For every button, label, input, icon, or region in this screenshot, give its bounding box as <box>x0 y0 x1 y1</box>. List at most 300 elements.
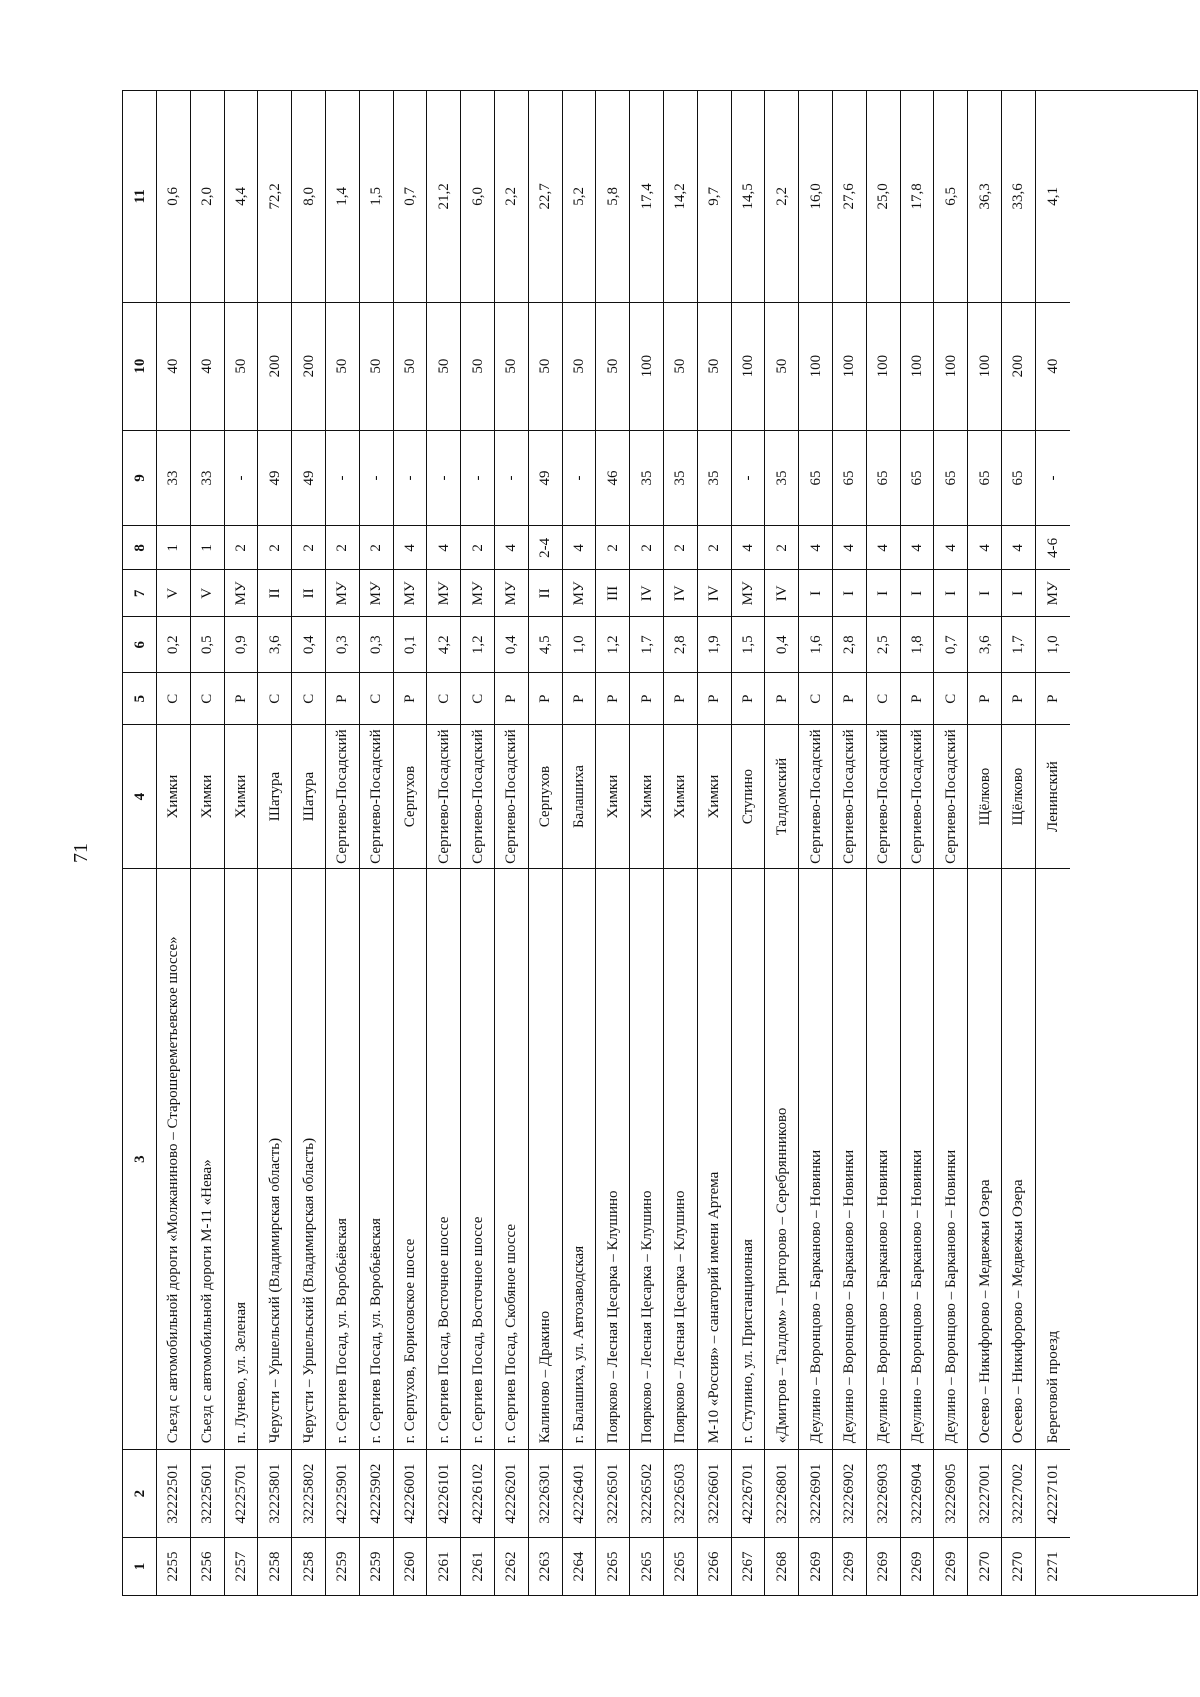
cell-row-number: 2265 <box>596 1537 629 1595</box>
cell-col-8: 2 <box>225 525 258 569</box>
cell-row-number: 2265 <box>664 1537 697 1595</box>
cell-col-9: 35 <box>664 430 697 526</box>
cell-col-9: - <box>326 430 359 526</box>
cell-road-name: Береговой проезд <box>1036 868 1070 1449</box>
cell-col-6: 0,4 <box>765 616 798 672</box>
cell-col-9: 33 <box>157 430 190 526</box>
cell-col-5: Р <box>833 672 866 724</box>
cell-col-11: 0,6 <box>165 186 182 206</box>
cell-road-category: V <box>191 569 224 616</box>
cell-district: Сергиево-Посадский <box>495 724 528 868</box>
cell-col-6: 3,6 <box>968 616 1001 672</box>
table-row <box>833 91 867 1595</box>
cell-road-code: 32226301 <box>529 1449 562 1537</box>
cell-col-10: 50 <box>664 302 697 430</box>
cell-col-10: 100 <box>732 302 765 430</box>
cell-road-name: г. Сергиев Посад, ул. Воробьёвская <box>360 868 393 1449</box>
cell-col-5: Р <box>529 672 562 724</box>
cell-col-6: 2,8 <box>664 616 697 672</box>
table-row <box>596 91 630 1595</box>
table-row <box>968 91 1002 1595</box>
cell-col-9: - <box>563 430 596 526</box>
header-col-2: 2 <box>123 1449 156 1537</box>
cell-district: Шатура <box>258 724 291 868</box>
cell-col-5: Р <box>326 672 359 724</box>
cell-col-6: 0,3 <box>326 616 359 672</box>
cell-district: Сергиево-Посадский <box>934 724 967 868</box>
cell-col-8: 2 <box>461 525 494 569</box>
table-row <box>765 91 799 1595</box>
cell-road-code: 32227001 <box>968 1449 1001 1537</box>
cell-col-6: 0,1 <box>394 616 427 672</box>
cell-col-9: 49 <box>529 430 562 526</box>
cell-col-9: 65 <box>799 430 832 526</box>
cell-col-5: Р <box>596 672 629 724</box>
cell-col-10: 50 <box>394 302 427 430</box>
cell-row-number: 2267 <box>732 1537 765 1595</box>
cell-col-8: 2 <box>360 525 393 569</box>
cell-col-8: 1 <box>191 525 224 569</box>
cell-district: Химки <box>596 724 629 868</box>
table-row <box>225 91 259 1595</box>
cell-road-name: Деулино – Воронцово – Барканово – Новинки <box>833 868 866 1449</box>
cell-road-name: Калиново – Дракино <box>529 868 562 1449</box>
cell-road-name: Поярково – Лесная Цесарка – Клушино <box>664 868 697 1449</box>
cell-col-8: 2 <box>765 525 798 569</box>
cell-col-6: 1,2 <box>596 616 629 672</box>
header-col-7: 7 <box>123 569 156 616</box>
cell-col-6: 1,6 <box>799 616 832 672</box>
table-row <box>157 91 191 1595</box>
cell-col-5: С <box>934 672 967 724</box>
cell-col-10: 40 <box>157 302 190 430</box>
cell-col-9: 46 <box>596 430 629 526</box>
cell-road-category: I <box>799 569 832 616</box>
table-row <box>427 91 461 1595</box>
cell-road-code: 42225901 <box>326 1449 359 1537</box>
cell-district: Химки <box>630 724 663 868</box>
cell-road-code: 32226903 <box>867 1449 900 1537</box>
cell-col-5: Р <box>698 672 731 724</box>
cell-road-code: 42226401 <box>563 1449 596 1537</box>
cell-col-11: 17,8 <box>908 183 925 210</box>
cell-road-category: II <box>258 569 291 616</box>
cell-col-11: 17,4 <box>638 183 655 210</box>
cell-road-name: Поярково – Лесная Цесарка – Клушино <box>596 868 629 1449</box>
cell-district: Щёлково <box>968 724 1001 868</box>
cell-district: Сергиево-Посадский <box>901 724 934 868</box>
cell-road-category: МУ <box>326 569 359 616</box>
cell-col-11: 2,2 <box>503 186 520 206</box>
cell-row-number: 2269 <box>934 1537 967 1595</box>
cell-row-number: 2262 <box>495 1537 528 1595</box>
cell-row-number: 2265 <box>630 1537 663 1595</box>
cell-col-5: Р <box>563 672 596 724</box>
cell-col-9: - <box>360 430 393 526</box>
cell-col-11: 33,6 <box>1010 183 1027 210</box>
cell-col-5: Р <box>225 672 258 724</box>
table-row <box>664 91 698 1595</box>
table-row <box>326 91 360 1595</box>
cell-row-number: 2255 <box>157 1537 190 1595</box>
cell-road-category: МУ <box>1036 569 1070 616</box>
cell-col-6: 1,5 <box>732 616 765 672</box>
header-col-5: 5 <box>123 672 156 724</box>
cell-col-9: - <box>427 430 460 526</box>
cell-col-5: С <box>292 672 325 724</box>
cell-district: Щёлково <box>1002 724 1035 868</box>
cell-road-name: г. Сергиев Посад, ул. Воробьёвская <box>326 868 359 1449</box>
cell-road-name: п. Лунево, ул. Зеленая <box>225 868 258 1449</box>
table-row <box>191 91 225 1595</box>
header-col-4: 4 <box>123 724 156 868</box>
cell-road-name: Осеево – Никифорово – Медвежьи Озера <box>968 868 1001 1449</box>
cell-col-10: 50 <box>225 302 258 430</box>
cell-col-6: 1,0 <box>563 616 596 672</box>
cell-col-9: 65 <box>901 430 934 526</box>
cell-col-10: 200 <box>292 302 325 430</box>
header-col-11: 11 <box>131 189 148 204</box>
cell-road-code: 42226201 <box>495 1449 528 1537</box>
cell-col-10: 50 <box>765 302 798 430</box>
cell-col-6: 0,4 <box>495 616 528 672</box>
cell-row-number: 2259 <box>326 1537 359 1595</box>
table-row <box>258 91 292 1595</box>
cell-road-name: Поярково – Лесная Цесарка – Клушино <box>630 868 663 1449</box>
cell-district: Химки <box>191 724 224 868</box>
cell-road-category: IV <box>630 569 663 616</box>
cell-road-category: I <box>833 569 866 616</box>
table-row <box>292 91 326 1595</box>
table-row <box>799 91 833 1595</box>
cell-row-number: 2268 <box>765 1537 798 1595</box>
cell-col-11: 21,2 <box>435 183 452 210</box>
cell-col-6: 1,2 <box>461 616 494 672</box>
cell-col-9: - <box>732 430 765 526</box>
cell-col-5: Р <box>901 672 934 724</box>
cell-col-6: 4,2 <box>427 616 460 672</box>
cell-col-8: 4 <box>394 525 427 569</box>
cell-col-5: Р <box>630 672 663 724</box>
cell-district: Химки <box>225 724 258 868</box>
cell-col-10: 40 <box>191 302 224 430</box>
table-row <box>563 91 597 1595</box>
table-row <box>461 91 495 1595</box>
cell-col-8: 4-6 <box>1036 525 1070 569</box>
cell-col-8: 4 <box>833 525 866 569</box>
cell-district: Химки <box>664 724 697 868</box>
cell-row-number: 2257 <box>225 1537 258 1595</box>
cell-col-9: - <box>495 430 528 526</box>
cell-col-8: 4 <box>732 525 765 569</box>
cell-row-number: 2270 <box>1002 1537 1035 1595</box>
cell-col-11: 1,5 <box>368 186 385 206</box>
cell-col-11: 16,0 <box>807 183 824 210</box>
cell-col-8: 2 <box>664 525 697 569</box>
cell-road-code: 42225701 <box>225 1449 258 1537</box>
cell-col-11: 4,4 <box>232 186 249 206</box>
cell-road-code: 32226901 <box>799 1449 832 1537</box>
cell-col-11: 4,1 <box>1044 186 1061 206</box>
cell-col-6: 1,7 <box>630 616 663 672</box>
cell-row-number: 2269 <box>799 1537 832 1595</box>
cell-road-category: IV <box>698 569 731 616</box>
cell-row-number: 2264 <box>563 1537 596 1595</box>
cell-road-category: IV <box>765 569 798 616</box>
cell-road-category: IV <box>664 569 697 616</box>
cell-road-name: Осеево – Никифорово – Медвежьи Озера <box>1002 868 1035 1449</box>
cell-col-11: 5,8 <box>604 186 621 206</box>
cell-road-category: II <box>529 569 562 616</box>
cell-row-number: 2259 <box>360 1537 393 1595</box>
cell-col-8: 2 <box>326 525 359 569</box>
cell-row-number: 2260 <box>394 1537 427 1595</box>
cell-col-8: 2 <box>630 525 663 569</box>
cell-road-name: Съезд с автомобильной дороги М-11 «Нева» <box>191 868 224 1449</box>
cell-col-10: 200 <box>1002 302 1035 430</box>
cell-row-number: 2266 <box>698 1537 731 1595</box>
header-col-10: 10 <box>123 302 156 430</box>
cell-col-9: - <box>1036 430 1070 526</box>
table-row <box>495 91 529 1595</box>
cell-road-name: Деулино – Воронцово – Барканово – Новинки <box>867 868 900 1449</box>
cell-district: Химки <box>698 724 731 868</box>
cell-road-code: 32227002 <box>1002 1449 1035 1537</box>
cell-road-category: МУ <box>461 569 494 616</box>
cell-col-8: 4 <box>1002 525 1035 569</box>
cell-col-8: 1 <box>157 525 190 569</box>
cell-col-11: 1,4 <box>334 186 351 206</box>
table-row <box>934 91 968 1595</box>
cell-road-code: 42226102 <box>461 1449 494 1537</box>
cell-col-9: 65 <box>934 430 967 526</box>
cell-district: Сергиево-Посадский <box>461 724 494 868</box>
cell-col-10: 50 <box>698 302 731 430</box>
cell-col-10: 100 <box>934 302 967 430</box>
cell-col-10: 100 <box>833 302 866 430</box>
cell-col-5: С <box>360 672 393 724</box>
rotated-table-area <box>122 90 1198 1596</box>
cell-col-5: С <box>427 672 460 724</box>
cell-col-5: Р <box>495 672 528 724</box>
cell-col-5: Р <box>732 672 765 724</box>
cell-col-11: 6,0 <box>469 186 486 206</box>
table-row <box>1002 91 1036 1595</box>
cell-col-11: 0,7 <box>401 186 418 206</box>
cell-col-10: 200 <box>258 302 291 430</box>
cell-district: Талдомский <box>765 724 798 868</box>
cell-row-number: 2261 <box>427 1537 460 1595</box>
cell-row-number: 2271 <box>1036 1537 1070 1595</box>
table-row <box>529 91 563 1595</box>
cell-road-category: III <box>596 569 629 616</box>
roads-table <box>122 90 1198 1596</box>
cell-col-5: Р <box>664 672 697 724</box>
cell-col-11: 6,5 <box>942 186 959 206</box>
header-col-1: 1 <box>123 1537 156 1595</box>
cell-district: Сергиево-Посадский <box>427 724 460 868</box>
cell-col-8: 4 <box>867 525 900 569</box>
cell-road-code: 42226001 <box>394 1449 427 1537</box>
cell-road-code: 32226502 <box>630 1449 663 1537</box>
cell-col-5: С <box>258 672 291 724</box>
header-col-3: 3 <box>123 868 156 1449</box>
cell-road-category: МУ <box>394 569 427 616</box>
cell-col-11: 8,0 <box>300 186 317 206</box>
cell-road-code: 32225801 <box>258 1449 291 1537</box>
cell-district: Серпухов <box>394 724 427 868</box>
cell-district: Ступино <box>732 724 765 868</box>
cell-col-10: 50 <box>427 302 460 430</box>
cell-col-5: Р <box>394 672 427 724</box>
cell-road-category: V <box>157 569 190 616</box>
cell-col-9: 35 <box>698 430 731 526</box>
header-col-6: 6 <box>123 616 156 672</box>
cell-row-number: 2269 <box>867 1537 900 1595</box>
cell-col-10: 50 <box>461 302 494 430</box>
cell-road-code: 32226902 <box>833 1449 866 1537</box>
cell-road-code: 32226501 <box>596 1449 629 1537</box>
cell-road-code: 42226101 <box>427 1449 460 1537</box>
table-row <box>732 91 766 1595</box>
cell-road-code: 32226904 <box>901 1449 934 1537</box>
cell-district: Сергиево-Посадский <box>833 724 866 868</box>
cell-col-9: 35 <box>765 430 798 526</box>
cell-col-10: 50 <box>563 302 596 430</box>
cell-col-11: 14,5 <box>739 183 756 210</box>
header-col-9: 9 <box>123 430 156 526</box>
cell-row-number: 2258 <box>292 1537 325 1595</box>
cell-col-11: 2,2 <box>773 186 790 206</box>
cell-col-11: 14,2 <box>672 183 689 210</box>
cell-road-name: г. Серпухов, Борисовское шоссе <box>394 868 427 1449</box>
table-row <box>630 91 664 1595</box>
cell-col-8: 4 <box>934 525 967 569</box>
cell-col-5: С <box>461 672 494 724</box>
cell-col-9: 49 <box>258 430 291 526</box>
cell-road-code: 32226503 <box>664 1449 697 1537</box>
cell-col-8: 2 <box>596 525 629 569</box>
cell-road-name: Черусти – Уршельский (Владимирская область) <box>292 868 325 1449</box>
cell-road-category: МУ <box>360 569 393 616</box>
cell-road-name: Деулино – Воронцово – Барканово – Новинки <box>799 868 832 1449</box>
cell-col-5: С <box>191 672 224 724</box>
cell-col-8: 2 <box>258 525 291 569</box>
cell-col-11: 22,7 <box>537 183 554 210</box>
cell-row-number: 2270 <box>968 1537 1001 1595</box>
cell-row-number: 2269 <box>901 1537 934 1595</box>
cell-district: Сергиево-Посадский <box>360 724 393 868</box>
cell-district: Балашиха <box>563 724 596 868</box>
cell-col-6: 0,2 <box>157 616 190 672</box>
table-row <box>901 91 935 1595</box>
table-row <box>867 91 901 1595</box>
cell-col-5: С <box>157 672 190 724</box>
table-row <box>394 91 428 1595</box>
cell-road-code: 32222501 <box>157 1449 190 1537</box>
cell-road-code: 42225902 <box>360 1449 393 1537</box>
cell-col-6: 1,0 <box>1036 616 1070 672</box>
cell-road-code: 42227101 <box>1036 1449 1070 1537</box>
cell-row-number: 2256 <box>191 1537 224 1595</box>
cell-col-10: 100 <box>901 302 934 430</box>
cell-col-6: 2,5 <box>867 616 900 672</box>
cell-col-9: 65 <box>867 430 900 526</box>
cell-road-category: МУ <box>427 569 460 616</box>
cell-road-name: М-10 «Россия» – санаторий имени Артема <box>698 868 731 1449</box>
cell-col-11: 2,0 <box>199 186 216 206</box>
cell-col-11: 72,2 <box>266 183 283 210</box>
cell-col-8: 4 <box>968 525 1001 569</box>
cell-district: Сергиево-Посадский <box>867 724 900 868</box>
cell-col-11: 36,3 <box>976 183 993 210</box>
cell-col-5: С <box>799 672 832 724</box>
cell-col-9: - <box>461 430 494 526</box>
cell-road-name: Деулино – Воронцово – Барканово – Новинки <box>901 868 934 1449</box>
cell-col-10: 50 <box>596 302 629 430</box>
cell-road-name: Съезд с автомобильной дороги «Молжаниново – Старошереметьевское шоссе» <box>157 868 190 1449</box>
cell-col-9: 65 <box>1002 430 1035 526</box>
cell-col-6: 0,3 <box>360 616 393 672</box>
cell-road-name: г. Сергиев Посад, Восточное шоссе <box>427 868 460 1449</box>
cell-road-category: МУ <box>732 569 765 616</box>
cell-row-number: 2269 <box>833 1537 866 1595</box>
cell-col-9: 65 <box>968 430 1001 526</box>
cell-col-6: 1,9 <box>698 616 731 672</box>
table-row <box>1036 91 1070 1595</box>
cell-road-category: II <box>292 569 325 616</box>
cell-col-6: 0,4 <box>292 616 325 672</box>
cell-road-category: I <box>1002 569 1035 616</box>
cell-col-5: Р <box>1036 672 1070 724</box>
cell-col-5: Р <box>968 672 1001 724</box>
cell-col-11: 5,2 <box>570 186 587 206</box>
cell-col-5: Р <box>1002 672 1035 724</box>
page-number: 71 <box>70 843 92 863</box>
cell-district: Химки <box>157 724 190 868</box>
cell-road-category: I <box>901 569 934 616</box>
cell-col-8: 4 <box>495 525 528 569</box>
cell-district: Серпухов <box>529 724 562 868</box>
cell-road-code: 32225802 <box>292 1449 325 1537</box>
cell-road-category: МУ <box>225 569 258 616</box>
cell-col-8: 2 <box>292 525 325 569</box>
cell-col-9: - <box>225 430 258 526</box>
cell-col-10: 50 <box>326 302 359 430</box>
cell-col-6: 3,6 <box>258 616 291 672</box>
cell-col-8: 4 <box>901 525 934 569</box>
cell-col-10: 40 <box>1036 302 1070 430</box>
cell-road-name: г. Сергиев Посад, Восточное шоссе <box>461 868 494 1449</box>
cell-road-category: МУ <box>563 569 596 616</box>
cell-district: Сергиево-Посадский <box>326 724 359 868</box>
cell-col-10: 50 <box>495 302 528 430</box>
cell-row-number: 2263 <box>529 1537 562 1595</box>
cell-col-6: 0,9 <box>225 616 258 672</box>
cell-col-5: Р <box>765 672 798 724</box>
cell-district: Ленинский <box>1036 724 1070 868</box>
cell-col-8: 4 <box>563 525 596 569</box>
cell-col-10: 100 <box>968 302 1001 430</box>
cell-district: Шатура <box>292 724 325 868</box>
cell-road-category: I <box>867 569 900 616</box>
cell-col-10: 100 <box>630 302 663 430</box>
cell-col-9: 33 <box>191 430 224 526</box>
cell-col-9: 65 <box>833 430 866 526</box>
cell-road-category: I <box>968 569 1001 616</box>
cell-col-8: 4 <box>427 525 460 569</box>
cell-col-9: - <box>394 430 427 526</box>
